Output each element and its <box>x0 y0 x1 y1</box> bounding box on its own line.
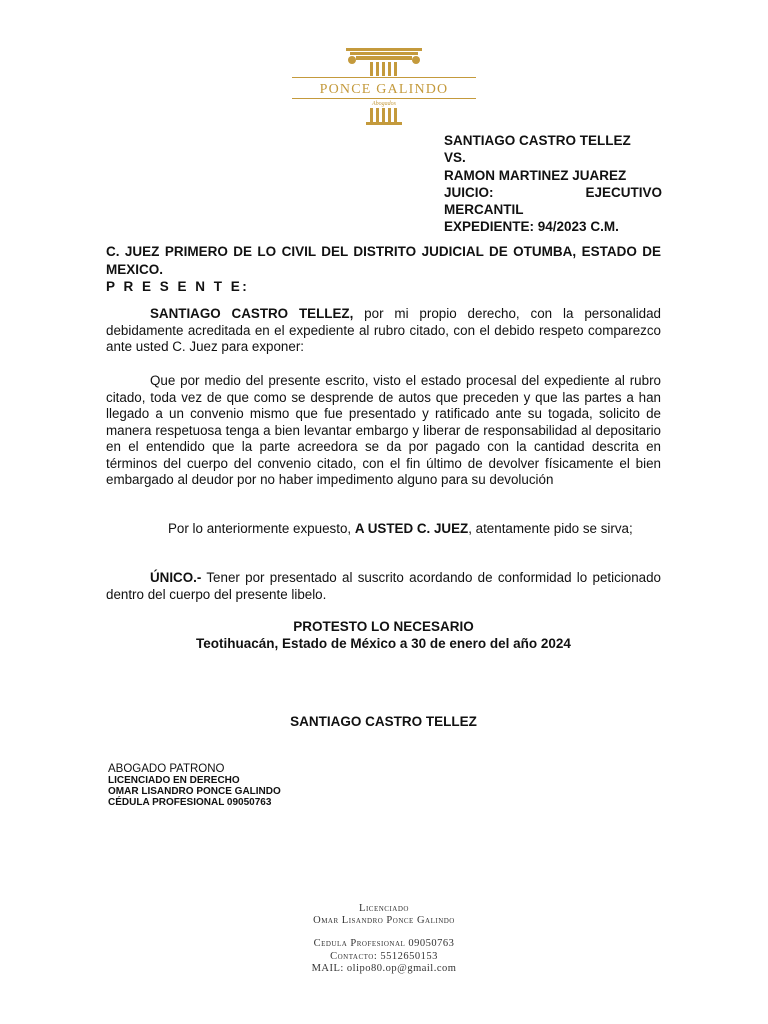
paragraph-intro <box>106 306 661 356</box>
unico-label: ÚNICO.- <box>150 570 202 585</box>
paragraph-unico <box>106 570 661 603</box>
addressee <box>106 243 661 296</box>
petition-bold: A USTED C. JUEZ <box>354 521 469 536</box>
juicio-value: EJECUTIVO <box>585 184 662 200</box>
plaintiff: SANTIAGO CASTRO TELLEZ <box>444 133 631 148</box>
footer-contact: Contacto: 5512650153 <box>330 950 438 962</box>
judge-address: C. JUEZ PRIMERO DE LO CIVIL DEL DISTRITO JUDICIAL DE OTUMBA, ESTADO DE MEXICO. <box>106 244 661 277</box>
petition-pre: Por lo anteriormente expuesto, <box>168 521 355 536</box>
place-date: Teotihuacán, Estado de México a 30 de enero del año 2024 <box>196 636 571 651</box>
presente: P R E S E N T E: <box>106 279 250 294</box>
abogado-patrono: ABOGADO PATRONO <box>108 763 225 775</box>
logo-name: PONCE GALINDO <box>319 82 449 97</box>
signer-name: SANTIAGO CASTRO TELLEZ <box>290 714 477 729</box>
paragraph-petition <box>106 521 661 538</box>
footer-title: Licenciado <box>359 903 409 914</box>
unico-text: Tener por presentado al suscrito acordando de conformidad lo peticionado dentro del cuerpo del presente libelo. <box>106 570 661 602</box>
case-caption <box>444 132 662 236</box>
versus: VS. <box>444 150 466 166</box>
expediente: EXPEDIENTE: 94/2023 C.M. <box>444 219 619 235</box>
logo-subtitle: Abogados <box>372 101 396 107</box>
credit-line-2: OMAR LISANDRO PONCE GALINDO <box>108 786 281 797</box>
party-name: SANTIAGO CASTRO TELLEZ, <box>150 306 354 321</box>
juicio-label: JUICIO: <box>444 184 494 200</box>
paragraph-request: Que por medio del presente escrito, visto el estado procesal del expediente al rubro citado, toda vez de que como se desprende de autos que preceden y que las partes a han llegado a un convenio mismo que fue presentado y ratificado ante su togada, solicito de manera respetuosa tenga a bien levantar embargo y liberar de responsabilidad al depositario en el entendido que la parte acreedora se da por pagado con la cantidad descrita en términos del cuerpo del convenio citado, con el fin último de devolver físicamente el bien embargado al deudor por no haber impedimento alguno para su devolución <box>106 373 661 487</box>
footer-mail: MAIL: olipo80.op@gmail.com <box>311 962 457 974</box>
juicio-value-cont: MERCANTIL <box>444 202 524 218</box>
juicio-line <box>444 184 662 201</box>
credit-line-3: CÉDULA PROFESIONAL 09050763 <box>108 797 272 808</box>
defendant: RAMON MARTINEZ JUAREZ <box>444 167 627 183</box>
credit-line-1: LICENCIADO EN DERECHO <box>108 775 240 786</box>
firm-logo <box>290 44 478 126</box>
intro-text: por mi propio derecho, con la personalidad debidamente acreditada en el expediente al rubro citado, con el debido respeto comparezco ante usted C. Juez para exponer: <box>106 306 662 354</box>
letterhead-footer <box>240 903 528 975</box>
footer-cedula: Cedula Profesional 09050763 <box>313 938 455 950</box>
footer-name: Omar Lisandro Ponce Galindo <box>313 915 455 927</box>
closing-block <box>106 618 661 652</box>
petition-post: , atentamente pido se sirva; <box>468 521 633 536</box>
lawyer-credits <box>108 775 281 808</box>
protesto: PROTESTO LO NECESARIO <box>293 619 474 634</box>
